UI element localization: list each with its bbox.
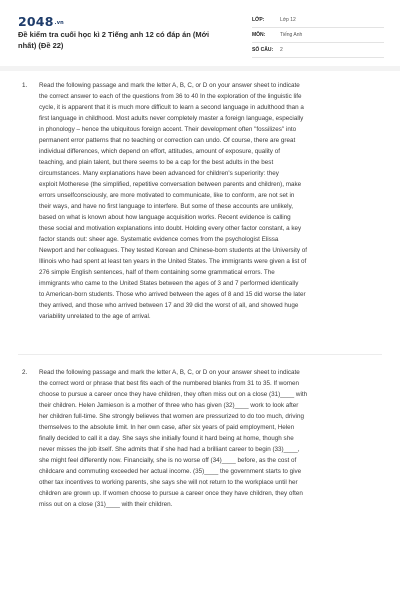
text-line: immigrants who came to the United States between the ages of 3 and 7 performed identically	[39, 280, 299, 287]
text-line: permanent error patterns that no teaching or correction can undo. Of course, there are great	[39, 137, 296, 144]
text-line: these social and motivation explanations into doubt. Holding every other factor constant, a key	[39, 225, 302, 232]
text-line: Read the following passage and mark the letter A, B, C, or D on your answer sheet to indicate	[39, 82, 300, 89]
text-line: their ways, and have no first language to interfere. But some of these accounts are unlikely,	[39, 203, 293, 210]
text-line: children are grown up. If women choose to pursue a career once they have children, they often	[39, 490, 303, 497]
text-line: 276 simple English sentences, half of them containing some grammatical errors. The	[39, 269, 275, 276]
text-line: errors unselfconsciously, are more motivated to communicate, like to conform, are not set in	[39, 192, 295, 199]
text-line: variability unrelated to the age of arrival.	[39, 313, 151, 320]
text-line: first language in childhood. Most adults never completely master a foreign language, especially	[39, 115, 304, 122]
page-title	[18, 30, 240, 51]
meta-value: 2	[280, 47, 283, 53]
text-line: the correct answer to each of the questions from 36 to 40 In the exploration of the linguistic life	[39, 93, 302, 100]
text-line: their children. Helen Jamieson is a mother of three who has given (32)____ work to look after	[39, 402, 299, 409]
text-line: individual differences, which depend on effort, attitudes, amount of exposure, quality of	[39, 148, 280, 155]
meta-value: Lớp 12	[280, 17, 296, 23]
text-line: choose to pursue a career once they have children, they often miss out on a close (31)____ with	[39, 391, 308, 398]
text-line: themselves to the absolute limit. In her own case, after six years of paid employment, Helen	[39, 424, 295, 431]
text-line: Illinois who had spent at least ten years in the United States. The immigrants were given a list of	[39, 258, 307, 265]
text-line: other tax incentives to working parents, she says she will not return to the workplace until her	[39, 479, 298, 486]
page-header	[0, 0, 400, 66]
meta-key: MÔN:	[252, 32, 266, 38]
text-line: her children full-time. She strongly believes that women are pressurized to do too much, driving	[39, 413, 304, 420]
text-line: she might feel differently now. Financially, she is no worse off (34)____ before, as the cost of	[39, 457, 297, 464]
title-line: Đề kiểm tra cuối học kì 2 Tiếng anh 12 có đáp án (Mới	[18, 30, 210, 39]
text-line: in phonology – hence the ubiquitous foreign accent. Their development often "fossilizes" into	[39, 126, 297, 133]
site-logo[interactable]	[18, 14, 64, 29]
question-divider	[18, 354, 382, 355]
meta-key: LỚP:	[252, 17, 265, 23]
text-line: based on what is known about how language acquisition works. Recent evidence is calling	[39, 214, 291, 221]
text-line: cycle, it is apparent that it is much more difficult to learn a second language in adulthood than a	[39, 104, 304, 111]
logo-suffix: .vn	[54, 19, 64, 26]
text-line: teaching, and plain talent, but there seems to be a cap for the best adults in the best	[39, 159, 274, 166]
header-separator	[0, 66, 400, 71]
question-text	[39, 80, 383, 322]
text-line: they arrived, and those who arrived between 17 and 39 did the worst of all, and showed huge	[39, 302, 299, 309]
meta-row-subject	[252, 28, 384, 43]
text-line: Read the following passage and mark the letter A, B, C, or D on your answer sheet to indicate	[39, 369, 300, 376]
meta-value: Tiếng Anh	[280, 32, 303, 38]
text-line: exploit Motherese (the simplified, repetitive conversation between parents and children), make	[39, 181, 302, 188]
text-line: finally decided to call it a day. She says she initially found it hard being at home, though she	[39, 435, 294, 442]
text-line: factor stands out: sheer age. Systematic evidence comes from the psychologist Elissa	[39, 236, 279, 243]
meta-row-class	[252, 13, 384, 28]
logo-text: 2048	[18, 14, 54, 29]
text-line: the correct word or phrase that best fits each of the numbered blanks from 31 to 35. If women	[39, 380, 300, 387]
text-line: never misses the job itself. She admits that if she had had a brilliant career to begin (33)____,	[39, 446, 300, 453]
text-line: to American-born students. Those who arrived between the ages of 8 and 15 did worse the later	[39, 291, 306, 298]
question-text	[39, 367, 383, 510]
question-number: 2.	[22, 369, 28, 376]
exam-meta	[252, 13, 384, 58]
meta-row-question-count	[252, 43, 384, 58]
meta-key: SỐ CÂU:	[252, 47, 274, 53]
question-number: 1.	[22, 82, 28, 89]
text-line: circumstances. Many explanations have been advanced for children's superiority: they	[39, 170, 279, 177]
title-line: nhất) (Đề 22)	[18, 40, 64, 50]
text-line: Newport and her colleagues. They tested Korean and Chinese-born students at the University of	[39, 247, 308, 254]
text-line: miss out on a close (31)____ with their children.	[39, 501, 173, 508]
text-line: childcare and commuting exceeded her actual income. (35)____ the government starts to give	[39, 468, 302, 475]
